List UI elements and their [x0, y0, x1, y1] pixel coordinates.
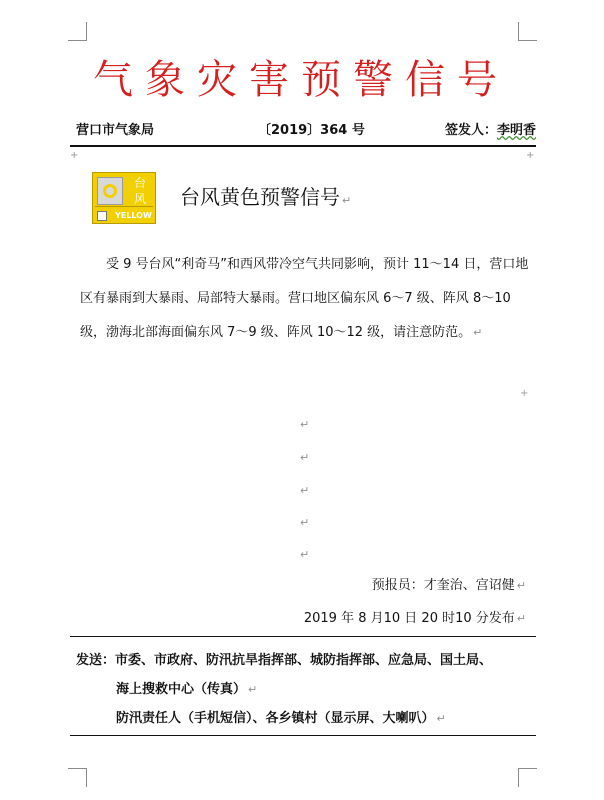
- forecasters: 预报员：才奎治、宫诏健 ↵: [371, 578, 526, 593]
- distribution-top-rule: [70, 636, 536, 637]
- plus-mark: +: [526, 150, 535, 161]
- badge-char-1: 台: [133, 176, 146, 190]
- paragraph-mark: ↵: [248, 683, 258, 696]
- mini-symbol-icon: [97, 211, 107, 221]
- typhoon-symbol-icon: [97, 177, 123, 205]
- document-title: 气象灾害预警信号: [93, 57, 509, 103]
- publish-time: 2019 年 8 月10 日 20 时10 分发布 ↵: [303, 611, 526, 626]
- crop-mark-top-left: [68, 22, 87, 41]
- distribution-list: [76, 646, 546, 733]
- header-meta-row: [76, 120, 536, 142]
- crop-mark-bottom-left: [68, 768, 87, 787]
- empty-paragraph-mark: ↵: [300, 451, 310, 464]
- document-number: 〔2019〕364 号: [258, 123, 365, 138]
- badge-char-2: 风: [133, 192, 146, 206]
- warning-body: [80, 248, 530, 350]
- distribution-bottom-rule: [70, 735, 536, 736]
- paragraph-mark: ↵: [342, 194, 352, 207]
- paragraph-mark: ↵: [473, 326, 483, 339]
- issuing-organization: 营口市气象局: [76, 123, 155, 138]
- warning-title: 台风黄色预警信号 ↵: [180, 185, 352, 209]
- empty-paragraph-mark: ↵: [300, 516, 310, 529]
- distribution-line-2: 海上搜救中心（传真） ↵: [116, 682, 258, 697]
- crop-mark-top-right: [518, 22, 537, 41]
- empty-paragraph-mark: ↵: [300, 484, 310, 497]
- distribution-line-3: 防汛责任人（手机短信）、各乡镇村（显示屏、大喇叭） ↵: [116, 711, 446, 726]
- typhoon-yellow-warning-icon: [92, 172, 156, 224]
- badge-english: YELLOW: [115, 211, 152, 220]
- signer-label: 签发人：: [444, 123, 497, 138]
- distribution-line-1: 发送：市委、市政府、防汛抗旱指挥部、城防指挥部、应急局、国土局、: [76, 653, 493, 668]
- paragraph-mark: ↵: [516, 579, 526, 592]
- header-rule: [70, 145, 536, 147]
- plus-mark: +: [70, 150, 79, 161]
- plus-mark: +: [520, 388, 529, 399]
- paragraph-mark: ↵: [436, 712, 446, 725]
- paragraph-mark: ↵: [516, 612, 526, 625]
- crop-mark-bottom-right: [518, 768, 537, 787]
- signer-name: 李明香: [496, 123, 536, 138]
- empty-paragraph-mark: ↵: [300, 548, 310, 561]
- empty-paragraph-mark: ↵: [300, 418, 310, 431]
- signer: [445, 120, 536, 142]
- body-paragraph: 受 9 号台风“利奇马”和西风带冷空气共同影响，预计 11～14 日，营口地区有暴雨到大暴雨、局部特大暴雨。营口地区偏东风 6～7 级、阵风 8～10 级，渤海北部海面偏东风 7～9 级、阵风 10～12 级，请注意防范。 ↵: [80, 257, 529, 340]
